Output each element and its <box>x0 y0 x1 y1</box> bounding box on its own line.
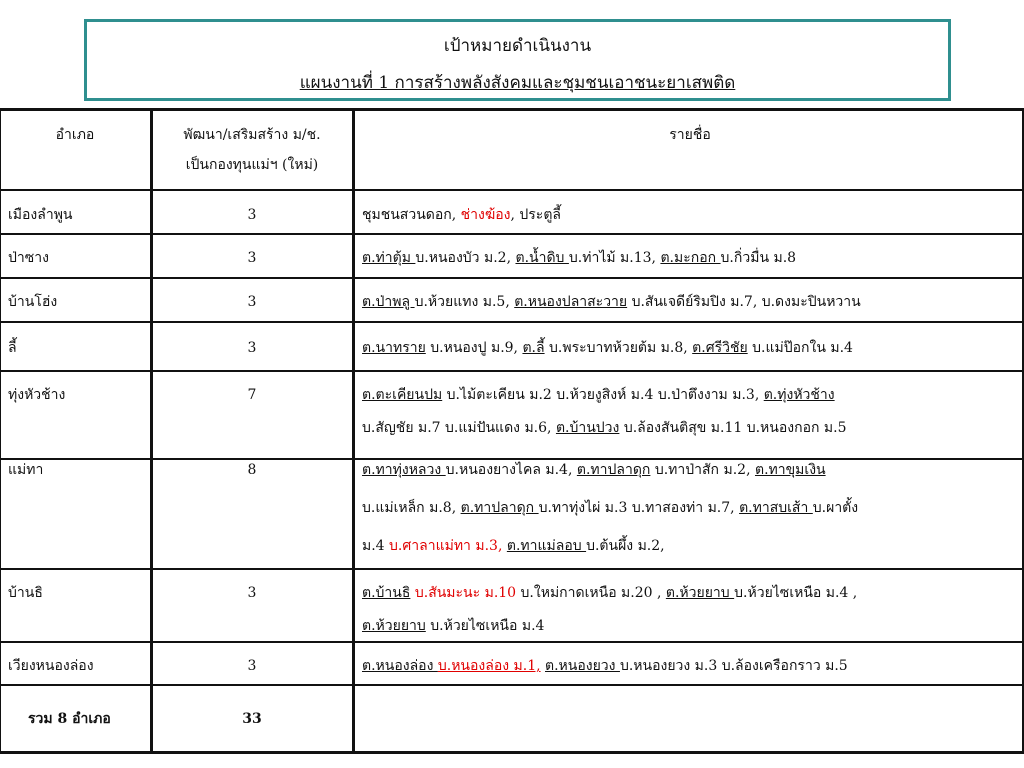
village-text: บ.สัญชัย ม.7 บ.แม่ปันแดง ม.6, <box>362 420 556 436</box>
subdistrict-name: ต.ศรีวิชัย <box>692 340 748 356</box>
village-text: บ.ทาทุ่งไผ่ ม.3 บ.ทาสองท่า ม.7, <box>538 500 740 516</box>
village-text: บ.ห้วยไซเหนือ ม.4 <box>425 618 545 634</box>
subdistrict-name: ต.ป่าพลู <box>362 294 415 310</box>
village-text: บ.แม่ป๊อกใน ม.4 <box>747 340 853 356</box>
village-text: บ.ใหม่กาดเหนือ ม.20 , <box>516 585 666 601</box>
village-text: บ.แม่เหล็ก ม.8, <box>362 500 461 516</box>
cell-names-line <box>362 380 1018 410</box>
cell-names-line <box>362 578 1018 608</box>
table-border-left <box>0 108 1 753</box>
village-text: บ.ห้วยแทง ม.5, <box>414 294 515 310</box>
table-row-divider <box>0 277 1024 279</box>
cell-district: ป่าซาง <box>8 250 49 266</box>
village-text: บ.หนองยวง ม.3 บ.ล้องเครือกราว ม.5 <box>619 658 848 674</box>
cell-count: 3 <box>247 250 257 266</box>
subdistrict-name: ต.หนองล่อง <box>362 658 438 674</box>
village-text: , ประตูลี้ <box>510 207 561 223</box>
subdistrict-name: ต.น้ำดิบ <box>515 250 569 266</box>
cell-count: 3 <box>247 294 257 310</box>
cell-count: 3 <box>247 340 257 356</box>
target-table <box>0 108 1024 753</box>
table-row-divider <box>0 321 1024 323</box>
cell-district: บ้านโฮ่ง <box>8 294 58 310</box>
header-district: อำเภอ <box>55 127 95 143</box>
subdistrict-name: ต.มะกอก <box>660 250 721 266</box>
title-line-2: แผนงานที่ 1 การสร้างพลังสังคมและชุมชนเอาชนะยาเสพติด <box>299 73 736 93</box>
cell-district: บ้านธิ <box>8 585 43 601</box>
table-row-divider <box>0 751 1024 754</box>
cell-names-line <box>362 413 1018 443</box>
table-row-divider <box>0 641 1024 643</box>
cell-names-line <box>362 243 1018 273</box>
cell-count: 3 <box>247 585 257 601</box>
village-text: บ.ห้วยไซเหนือ ม.4 , <box>734 585 858 601</box>
subdistrict-name: ต.ทุ่งหัวช้าง <box>763 387 835 403</box>
table-row-divider <box>0 370 1024 372</box>
village-text: ชุมชนสวนดอก, <box>362 207 461 223</box>
village-text: บ.ล้องสันติสุข ม.11 บ.หนองกอก ม.5 <box>619 420 847 436</box>
village-text: บ.ไม้ตะเคียน ม.2 บ.ห้วยงูสิงห์ ม.4 บ.ป่าตึงงาม ม.3, <box>442 387 764 403</box>
table-row-divider <box>0 684 1024 686</box>
subdistrict-name: ต.บ้านปวง <box>555 420 620 436</box>
table-column-divider <box>352 108 355 753</box>
title-box <box>84 19 951 101</box>
village-text: บ.พระบาทห้วยต้ม ม.8, <box>544 340 693 356</box>
subdistrict-name: ต.หนองยวง <box>545 658 620 674</box>
table-row-divider <box>0 568 1024 570</box>
village-text: บ.หนองปู ม.9, <box>425 340 523 356</box>
cell-names-line <box>362 651 1018 681</box>
cell-district: ลี้ <box>8 340 17 356</box>
header-develop-line1: พัฒนา/เสริมสร้าง ม/ช. <box>183 127 321 143</box>
total-count: 33 <box>242 711 262 727</box>
subdistrict-name: ต.หนองปลาสะวาย <box>514 294 628 310</box>
cell-names-line <box>362 333 1018 363</box>
header-names: รายชื่อ <box>669 127 711 143</box>
village-text: บ.ทาป่าสัก ม.2, <box>650 462 755 478</box>
cell-names-line <box>362 531 1018 561</box>
subdistrict-name: ต.ทาปลาดุก <box>576 462 651 478</box>
subdistrict-name: ต.ตะเคียนปม <box>362 387 443 403</box>
subdistrict-name: ต.บ้านธิ <box>362 585 411 601</box>
cell-count: 3 <box>247 658 257 674</box>
subdistrict-name: ต.ท่าตุ้ม <box>362 250 416 266</box>
village-text: บ.หนองบัว ม.2, <box>415 250 516 266</box>
table-row-divider <box>0 233 1024 235</box>
total-label: รวม 8 อำเภอ <box>28 711 111 727</box>
village-text: บ.กิ่วมื่น ม.8 <box>720 250 797 266</box>
village-text: บ.สันเจดีย์ริมปิง ม.7, บ.ดงมะปินหวาน <box>627 294 861 310</box>
village-text: บ.หนองยางไคล ม.4, <box>445 462 577 478</box>
cell-names-line <box>362 287 1018 317</box>
highlighted-village: บ.ศาลาแม่ทา ม.3, <box>389 538 503 554</box>
title-line-1: เป้าหมายดำเนินงาน <box>443 36 592 56</box>
cell-district: เวียงหนองล่อง <box>8 658 94 674</box>
subdistrict-name: บ.หนองล่อง ม.1, <box>437 658 541 674</box>
cell-names-line <box>362 493 1018 523</box>
cell-district: ทุ่งหัวช้าง <box>8 387 66 403</box>
highlighted-village: บ.สันมะนะ ม.10 <box>414 585 517 601</box>
subdistrict-name: ต.ห้วยยาบ <box>665 585 735 601</box>
subdistrict-name: ต.ห้วยยาบ <box>362 618 426 634</box>
table-row-divider <box>0 189 1024 191</box>
cell-count: 7 <box>247 387 257 403</box>
table-row-divider <box>0 108 1024 111</box>
header-develop-line2: เป็นกองทุนแม่ฯ (ใหม่) <box>185 157 319 173</box>
cell-names-line <box>362 611 1018 641</box>
cell-names-line <box>362 200 1018 230</box>
subdistrict-name: ต.ทาสบเส้า <box>739 500 813 516</box>
village-text: บ.ต้นผึ้ง ม.2, <box>586 538 665 554</box>
highlighted-village: ช่างฆ้อง <box>460 207 511 223</box>
village-text: บ.ท่าไม้ ม.13, <box>568 250 661 266</box>
subdistrict-name: ต.นาทราย <box>362 340 426 356</box>
village-text: บ.ผาตั้ง <box>812 500 859 516</box>
cell-names-line <box>362 455 1018 485</box>
cell-district: เมืองลำพูน <box>8 207 73 223</box>
cell-count: 3 <box>247 207 257 223</box>
subdistrict-name: ต.ลี้ <box>522 340 545 356</box>
subdistrict-name: ต.ทาทุ่งหลวง <box>362 462 446 478</box>
cell-count: 8 <box>247 462 257 478</box>
subdistrict-name: ต.ทาแม่ลอบ <box>506 538 587 554</box>
subdistrict-name: ต.ทาขุมเงิน <box>754 462 826 478</box>
subdistrict-name: ต.ทาปลาดุก <box>460 500 539 516</box>
village-text: ม.4 <box>362 538 390 554</box>
cell-district: แม่ทา <box>8 462 44 478</box>
